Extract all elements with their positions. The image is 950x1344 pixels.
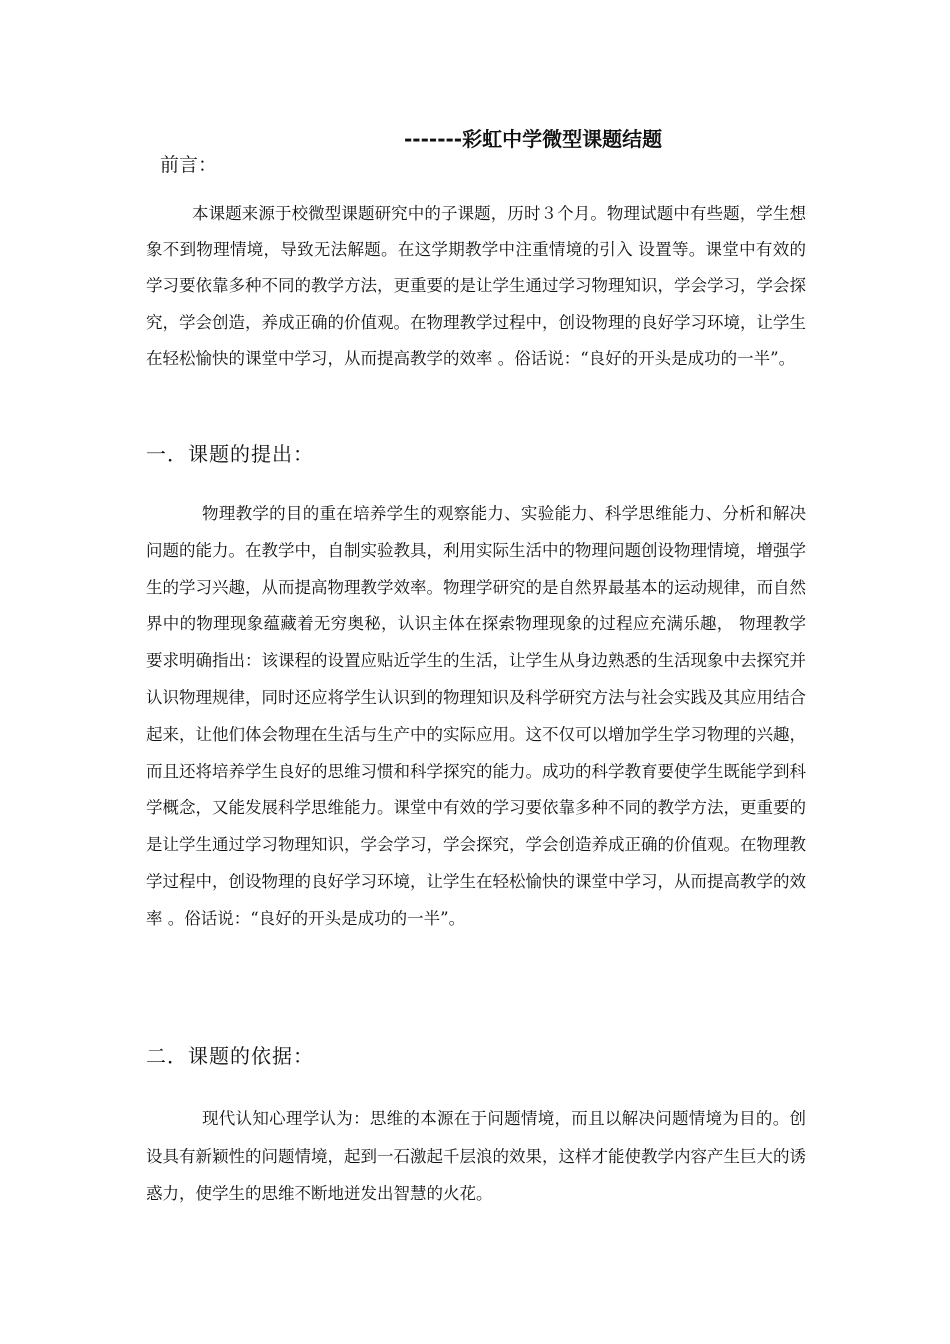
section-one-paragraph: 物理教学的目的重在培养学生的观察能力、实验能力、科学思维能力、分析和解决问题的能力。在教学中，自制实验教具，利用实际生活中的物理问题创设物理情境，增强学生的学习兴趣，从而提高物理教学效率。物理学研究的是自然界最基本的运动规律，而自然界中的物理现象蕴藏着无穷奥秘，认识主体在探索物理现象的过程应充满乐趣， 物理教学要求明确指出：该课程的设置应贴近学生的生活，让学生从身边熟悉的生活现象中去探究并认识物理规律，同时还应将学生认识到的物理知识及科学研究方法与社会实践及其应用结合起来，让他们体会物理在生活与生产中的实际应用。这不仅可以增加学生学习物理的兴趣，而且还将培养学生良好的思维习惯和科学探究的能力。成功的科学教育要使学生既能学到科学概念，又能发展科学思维能力。课堂中有效的学习要依靠多种不同的教学方法，更重要的是让学生通过学习物理知识，学会学习，学会探究，学会创造养成正确的价值观。在物理教学过程中，创设物理的良好学习环境，让学生在轻松愉快的课堂中学习，从而提高教学的效率 。俗话说：“良好的开头是成功的一半”。 — [146, 504, 806, 928]
document-title: -------彩虹中学微型课题结题 — [404, 127, 663, 151]
section-two-paragraph: 现代认知心理学认为：思维的本源在于问题情境，而且以解决问题情境为目的。创设具有新颖性的问题情境，起到一石激起千层浪的效果，这样才能使教学内容产生巨大的诱惑力，使学生的思维不断地迸发出智慧的火花。 — [146, 1109, 806, 1203]
preface-paragraph: 本课题来源于校微型课题研究中的子课题，历时３个月。物理试题中有些题，学生想象不到物理情境，导致无法解题。在这学期教学中注重情境的引入 设置等。课堂中有效的学习要依靠多种不同的教学方法，更重要的是让学生通过学习物理知识，学会学习，学会探究，学会创造，养成正确的价值观。在物理教学过程中，创设物理的良好学习环境，让学生在轻松愉快的课堂中学习，从而提高教学的效率 。俗话说：“良好的开头是成功的一半”。 — [146, 204, 806, 368]
preface-heading: 前言： — [160, 154, 218, 176]
section-one-heading: 一．课题的提出： — [146, 442, 314, 466]
section-two-heading: 二．课题的依据： — [146, 1044, 314, 1068]
